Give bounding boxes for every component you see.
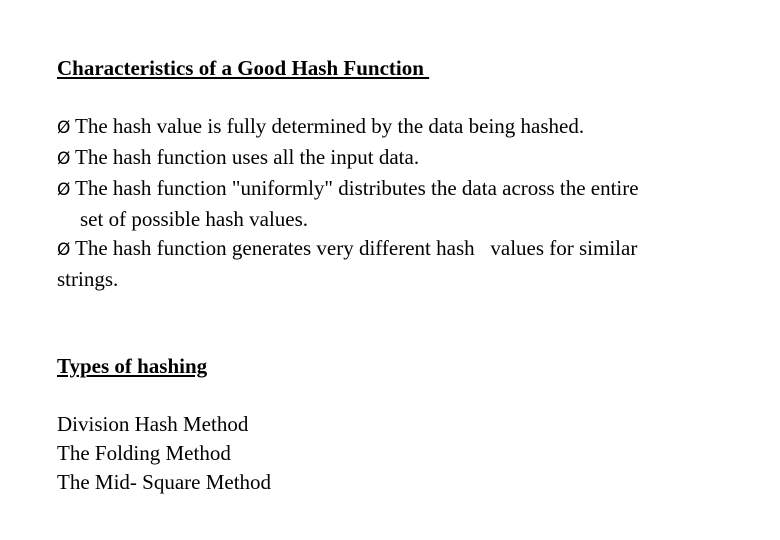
spacer bbox=[57, 294, 757, 352]
list-item bbox=[57, 234, 757, 294]
bullet-text: The hash value is fully determined by the data being hashed. bbox=[75, 114, 585, 138]
slide-content bbox=[57, 54, 757, 497]
arrow-bullet-icon: Ø bbox=[57, 149, 71, 169]
list-item bbox=[57, 112, 757, 143]
hashing-methods-list bbox=[57, 410, 757, 497]
characteristics-heading: Characteristics of a Good Hash Function bbox=[57, 56, 430, 80]
bullet-text: The hash function uses all the input data. bbox=[75, 145, 420, 169]
list-item: The Mid- Square Method bbox=[57, 470, 272, 494]
arrow-bullet-icon: Ø bbox=[57, 240, 71, 260]
spacer bbox=[57, 381, 757, 410]
bullet-text: The hash function generates very different hash values for similar bbox=[75, 236, 638, 260]
bullet-text-continuation: set of possible hash values. bbox=[80, 207, 309, 231]
arrow-bullet-icon: Ø bbox=[57, 118, 71, 138]
list-item bbox=[57, 174, 757, 234]
spacer bbox=[57, 83, 757, 112]
list-item: Division Hash Method bbox=[57, 412, 249, 436]
list-item bbox=[57, 143, 757, 174]
list-item: The Folding Method bbox=[57, 441, 231, 465]
characteristics-list bbox=[57, 112, 757, 294]
bullet-text-continuation: strings. bbox=[57, 267, 119, 291]
types-heading: Types of hashing bbox=[57, 354, 208, 378]
bullet-text: The hash function "uniformly" distributes the data across the entire bbox=[75, 176, 639, 200]
arrow-bullet-icon: Ø bbox=[57, 180, 71, 200]
